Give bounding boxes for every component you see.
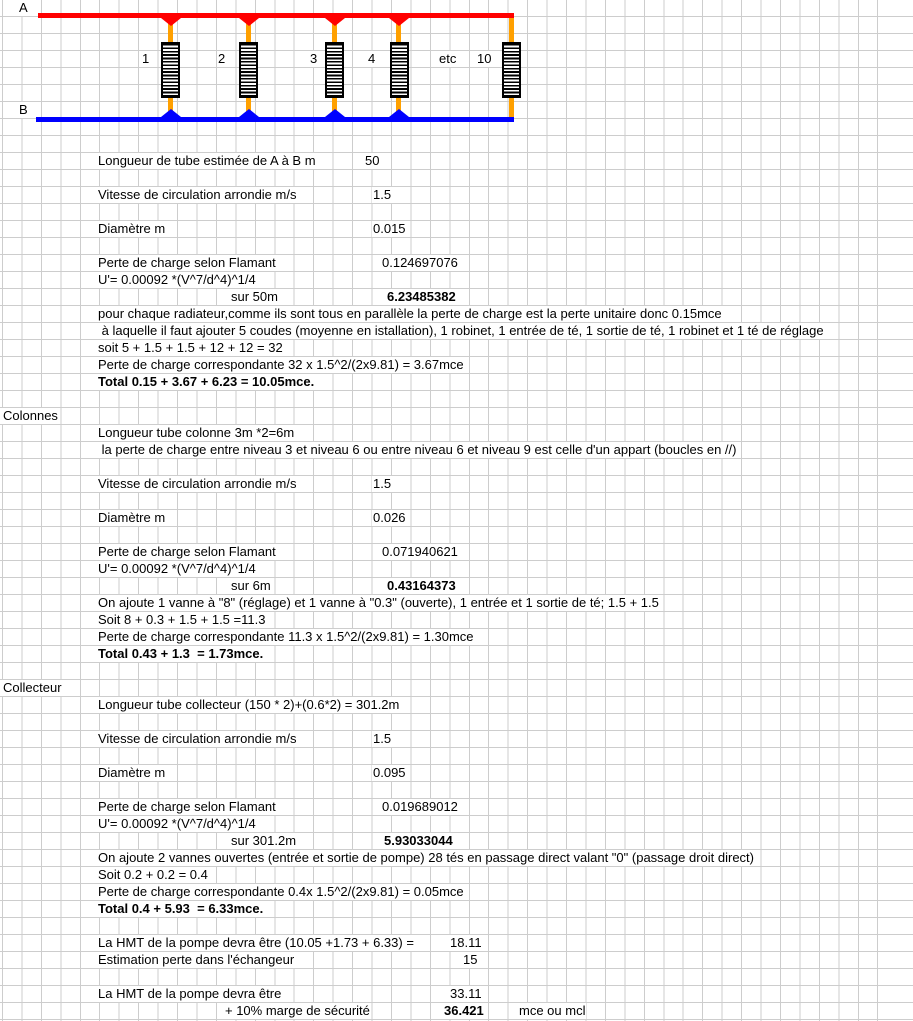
radiator-icon [239, 42, 258, 98]
radiator-number-label: 10 [477, 51, 492, 66]
note-perte-correspondante-2[interactable]: Perte de charge correspondante 11.3 x 1.5^2/(2x9.81) = 1.30mce [98, 629, 474, 644]
supply-arrow-icon [239, 18, 259, 26]
value-perte-echangeur[interactable]: 15 [463, 952, 478, 967]
value-hmt-somme[interactable]: 18.11 [450, 935, 482, 950]
note-perte-correspondante-3[interactable]: Perte de charge correspondante 0.4x 1.5^2/(2x9.81) = 0.05mce [98, 884, 464, 899]
radiator-icon [161, 42, 180, 98]
return-arrow-icon [389, 109, 409, 117]
value-diametre-1[interactable]: 0.015 [373, 221, 406, 236]
value-sur-301m[interactable]: 5.93033044 [384, 833, 453, 848]
value-vitesse-1[interactable]: 1.5 [373, 187, 392, 202]
note-soit-0-4[interactable]: Soit 0.2 + 0.2 = 0.4 [98, 867, 208, 882]
label-longueur-collecteur[interactable]: Longueur tube collecteur (150 * 2)+(0.6*2) = 301.2m [98, 697, 400, 712]
return-line [36, 117, 514, 122]
value-sur-50m[interactable]: 6.23485382 [387, 289, 456, 304]
radiator-number-label: 2 [218, 51, 226, 66]
value-diametre-2[interactable]: 0.026 [373, 510, 406, 525]
value-perte-flamant-3[interactable]: 0.019689012 [382, 799, 458, 814]
note-soit-32[interactable]: soit 5 + 1.5 + 1.5 + 12 + 12 = 32 [98, 340, 283, 355]
radiator-number-label: 1 [142, 51, 150, 66]
section-collecteur[interactable]: Collecteur [3, 680, 62, 695]
value-vitesse-2[interactable]: 1.5 [373, 476, 392, 491]
label-perte-flamant-3[interactable]: Perte de charge selon Flamant [98, 799, 276, 814]
label-hmt-somme[interactable]: La HMT de la pompe devra être (10.05 +1.73 + 6.33) = [98, 935, 414, 950]
supply-arrow-icon [161, 18, 181, 26]
label-unite-mce[interactable]: mce ou mcl [519, 1003, 586, 1018]
total-colonnes[interactable]: Total 0.43 + 1.3 = 1.73mce. [98, 646, 264, 661]
label-sur-50m[interactable]: sur 50m [231, 289, 278, 304]
note-radiateurs-parallele[interactable]: pour chaque radiateur,comme ils sont tous en parallèle la perte de charge est la perte unitaire donc 0.15mce [98, 306, 722, 321]
value-vitesse-3[interactable]: 1.5 [373, 731, 392, 746]
radiator-icon [325, 42, 344, 98]
total-appart[interactable]: Total 0.15 + 3.67 + 6.23 = 10.05mce. [98, 374, 315, 389]
label-sur-301m[interactable]: sur 301.2m [231, 833, 297, 848]
value-sur-6m[interactable]: 0.43164373 [387, 578, 456, 593]
label-sur-6m[interactable]: sur 6m [231, 578, 271, 593]
supply-arrow-icon [325, 18, 345, 26]
supply-line [38, 13, 514, 18]
value-hmt-marge[interactable]: 36.421 [444, 1003, 484, 1018]
supply-line-label-a: A [19, 0, 28, 15]
radiator-icon [502, 42, 521, 98]
label-vitesse-2[interactable]: Vitesse de circulation arrondie m/s [98, 476, 297, 491]
note-soit-11-3[interactable]: Soit 8 + 0.3 + 1.5 + 1.5 =11.3 [98, 612, 266, 627]
value-diametre-3[interactable]: 0.095 [373, 765, 406, 780]
return-arrow-icon [161, 109, 181, 117]
note-niveaux[interactable]: la perte de charge entre niveau 3 et niveau 6 ou entre niveau 6 et niveau 9 est celle d'un appart (boucles en //) [98, 442, 737, 457]
label-longueur-tube-ab[interactable]: Longueur de tube estimée de A à B m [98, 153, 316, 168]
value-perte-flamant-2[interactable]: 0.071940621 [382, 544, 458, 559]
label-diametre-2[interactable]: Diamètre m [98, 510, 166, 525]
return-arrow-icon [239, 109, 259, 117]
total-collecteur[interactable]: Total 0.4 + 5.93 = 6.33mce. [98, 901, 264, 916]
value-perte-flamant-1[interactable]: 0.124697076 [382, 255, 458, 270]
label-marge-securite[interactable]: + 10% marge de sécurité [225, 1003, 370, 1018]
label-hmt-finale[interactable]: La HMT de la pompe devra être [98, 986, 282, 1001]
return-line-label-b: B [19, 102, 28, 117]
radiator-number-label: 3 [310, 51, 318, 66]
note-perte-correspondante-1[interactable]: Perte de charge correspondante 32 x 1.5^2/(2x9.81) = 3.67mce [98, 357, 464, 372]
value-longueur-tube-ab[interactable]: 50 [365, 153, 380, 168]
radiator-number-label: etc [439, 51, 457, 66]
label-perte-flamant-1[interactable]: Perte de charge selon Flamant [98, 255, 276, 270]
radiator-number-label: 4 [368, 51, 376, 66]
label-vitesse-3[interactable]: Vitesse de circulation arrondie m/s [98, 731, 297, 746]
section-colonnes[interactable]: Colonnes [3, 408, 58, 423]
label-longueur-colonne[interactable]: Longueur tube colonne 3m *2=6m [98, 425, 295, 440]
value-hmt-finale[interactable]: 33.11 [450, 986, 482, 1001]
supply-arrow-icon [389, 18, 409, 26]
label-formule-flamant-3[interactable]: U'= 0.00092 *(V^7/d^4)^1/4 [98, 816, 256, 831]
note-ajouter-coudes[interactable]: à laquelle il faut ajouter 5 coudes (moyenne en istallation), 1 robinet, 1 entrée de té, 1 sortie de té, 1 robinet et 1 té de réglage [98, 323, 824, 338]
label-diametre-1[interactable]: Diamètre m [98, 221, 166, 236]
label-formule-flamant-2[interactable]: U'= 0.00092 *(V^7/d^4)^1/4 [98, 561, 256, 576]
radiator-icon [390, 42, 409, 98]
label-diametre-3[interactable]: Diamètre m [98, 765, 166, 780]
label-vitesse-1[interactable]: Vitesse de circulation arrondie m/s [98, 187, 297, 202]
note-vannes-collecteur[interactable]: On ajoute 2 vannes ouvertes (entrée et sortie de pompe) 28 tés en passage direct valant "0" (passage droit direct) [98, 850, 754, 865]
label-perte-echangeur[interactable]: Estimation perte dans l'échangeur [98, 952, 295, 967]
label-formule-flamant-1[interactable]: U'= 0.00092 *(V^7/d^4)^1/4 [98, 272, 256, 287]
note-vannes-colonne[interactable]: On ajoute 1 vanne à "8" (réglage) et 1 vanne à "0.3" (ouverte), 1 entrée et 1 sortie de té; 1.5 + 1.5 [98, 595, 659, 610]
return-arrow-icon [325, 109, 345, 117]
label-perte-flamant-2[interactable]: Perte de charge selon Flamant [98, 544, 276, 559]
